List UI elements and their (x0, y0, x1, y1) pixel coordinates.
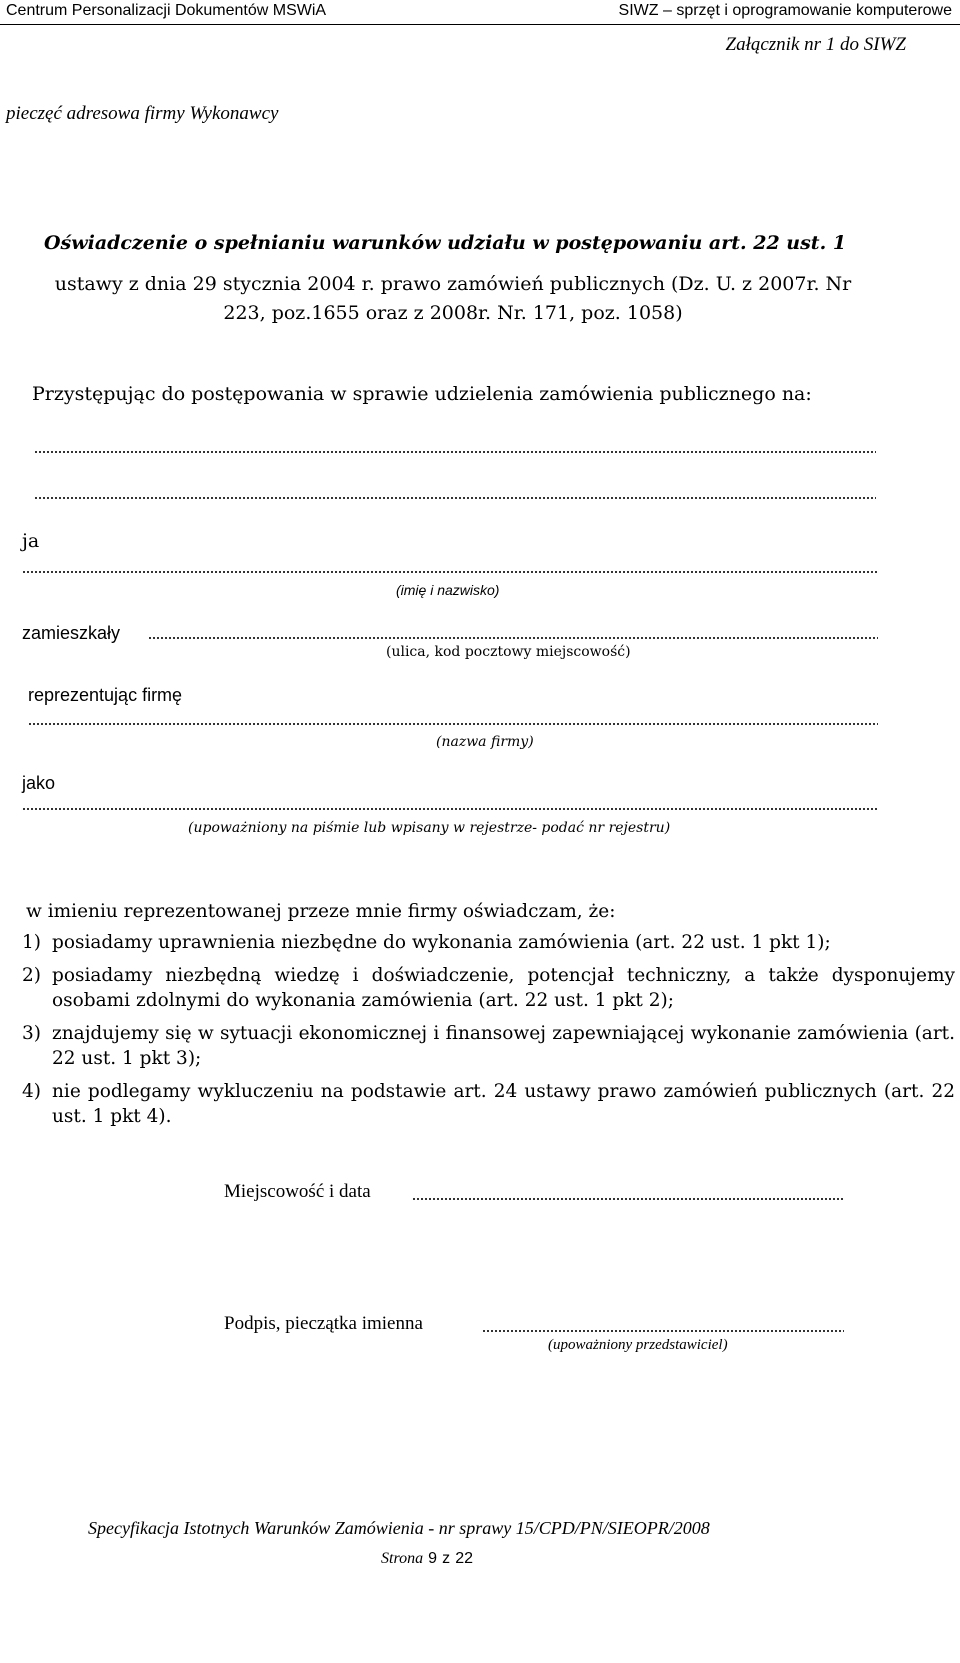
list-item (22, 963, 955, 1013)
list-item (22, 1021, 955, 1071)
page-number (381, 1548, 473, 1568)
document-subtitle-line2: 223, poz.1655 oraz z 2008r. Nr. 171, poz. 1058) (223, 302, 683, 324)
list-item-number: 4) (22, 1081, 41, 1102)
list-item-text: znajdujemy się w sytuacji ekonomicznej i finansowej zapewniającej wykonanie zamówienia (art. 22 ust. 1 pkt 3); (52, 1023, 955, 1069)
signature-caption: (upoważniony przedstawiciel) (548, 1337, 728, 1353)
page-prefix: Strona (381, 1550, 424, 1567)
document-subtitle-line1: ustawy z dnia 29 stycznia 2004 r. prawo zamówień publicznych (Dz. U. z 2007r. Nr (54, 273, 852, 295)
list-item (22, 1079, 955, 1129)
address-label: zamieszkały (22, 623, 121, 643)
list-item-number: 2) (22, 965, 41, 986)
role-label: jako (22, 773, 56, 793)
company-line (28, 723, 878, 725)
page-separator: z (442, 1550, 451, 1567)
place-date-label: Miejscowość i data (224, 1181, 371, 1202)
signature-line (482, 1330, 844, 1332)
page-current: 9 (428, 1550, 438, 1567)
subject-line-2 (34, 497, 876, 499)
list-item (22, 930, 955, 955)
place-date-line (412, 1198, 844, 1200)
stamp-label: pieczęć adresowa firmy Wykonawcy (6, 103, 279, 124)
page-total: 22 (455, 1550, 474, 1567)
address-caption: (ulica, kod pocztowy miejscowość) (386, 644, 631, 660)
ja-line (22, 571, 878, 573)
list-item-text: posiadamy niezbędną wiedzę i doświadczenie, potencjał techniczny, a także dysponujemy osobami zdolnymi do wykonania zamówienia (art. 22 ust. 1 pkt 2); (52, 965, 955, 1011)
role-caption: (upoważniony na piśmie lub wpisany w rejestrze- podać nr rejestru) (188, 820, 671, 836)
company-caption: (nazwa firmy) (436, 734, 534, 750)
list-item-number: 1) (22, 932, 41, 953)
signature-label: Podpis, pieczątka imienna (224, 1313, 423, 1334)
role-line (22, 808, 878, 810)
declaration-intro: w imieniu reprezentowanej przeze mnie firmy oświadczam, że: (26, 901, 616, 922)
header-right: SIWZ – sprzęt i oprogramowanie komputerowe (618, 2, 952, 19)
list-item-text: posiadamy uprawnienia niezbędne do wykonania zamówienia (art. 22 ust. 1 pkt 1); (52, 932, 831, 953)
document-title: Oświadczenie o spełnianiu warunków udziału w postępowaniu art. 22 ust. 1 (44, 232, 847, 254)
subject-line-1 (34, 451, 876, 453)
footer-spec: Specyfikacja Istotnych Warunków Zamówienia - nr sprawy 15/CPD/PN/SIEOPR/2008 (88, 1518, 710, 1538)
list-item-number: 3) (22, 1023, 41, 1044)
ja-caption: (imię i nazwisko) (396, 582, 500, 598)
ja-label: ja (22, 530, 40, 552)
address-line (148, 637, 878, 639)
company-label: reprezentując firmę (28, 685, 183, 705)
intro-text: Przystępując do postępowania w sprawie udzielenia zamówienia publicznego na: (32, 383, 812, 405)
declaration-list (22, 930, 955, 1137)
header-left: Centrum Personalizacji Dokumentów MSWiA (6, 2, 327, 19)
attachment-label: Załącznik nr 1 do SIWZ (725, 34, 906, 55)
list-item-text: nie podlegamy wykluczeniu na podstawie art. 24 ustawy prawo zamówień publicznych (art. 22 ust. 1 pkt 4). (52, 1081, 955, 1127)
